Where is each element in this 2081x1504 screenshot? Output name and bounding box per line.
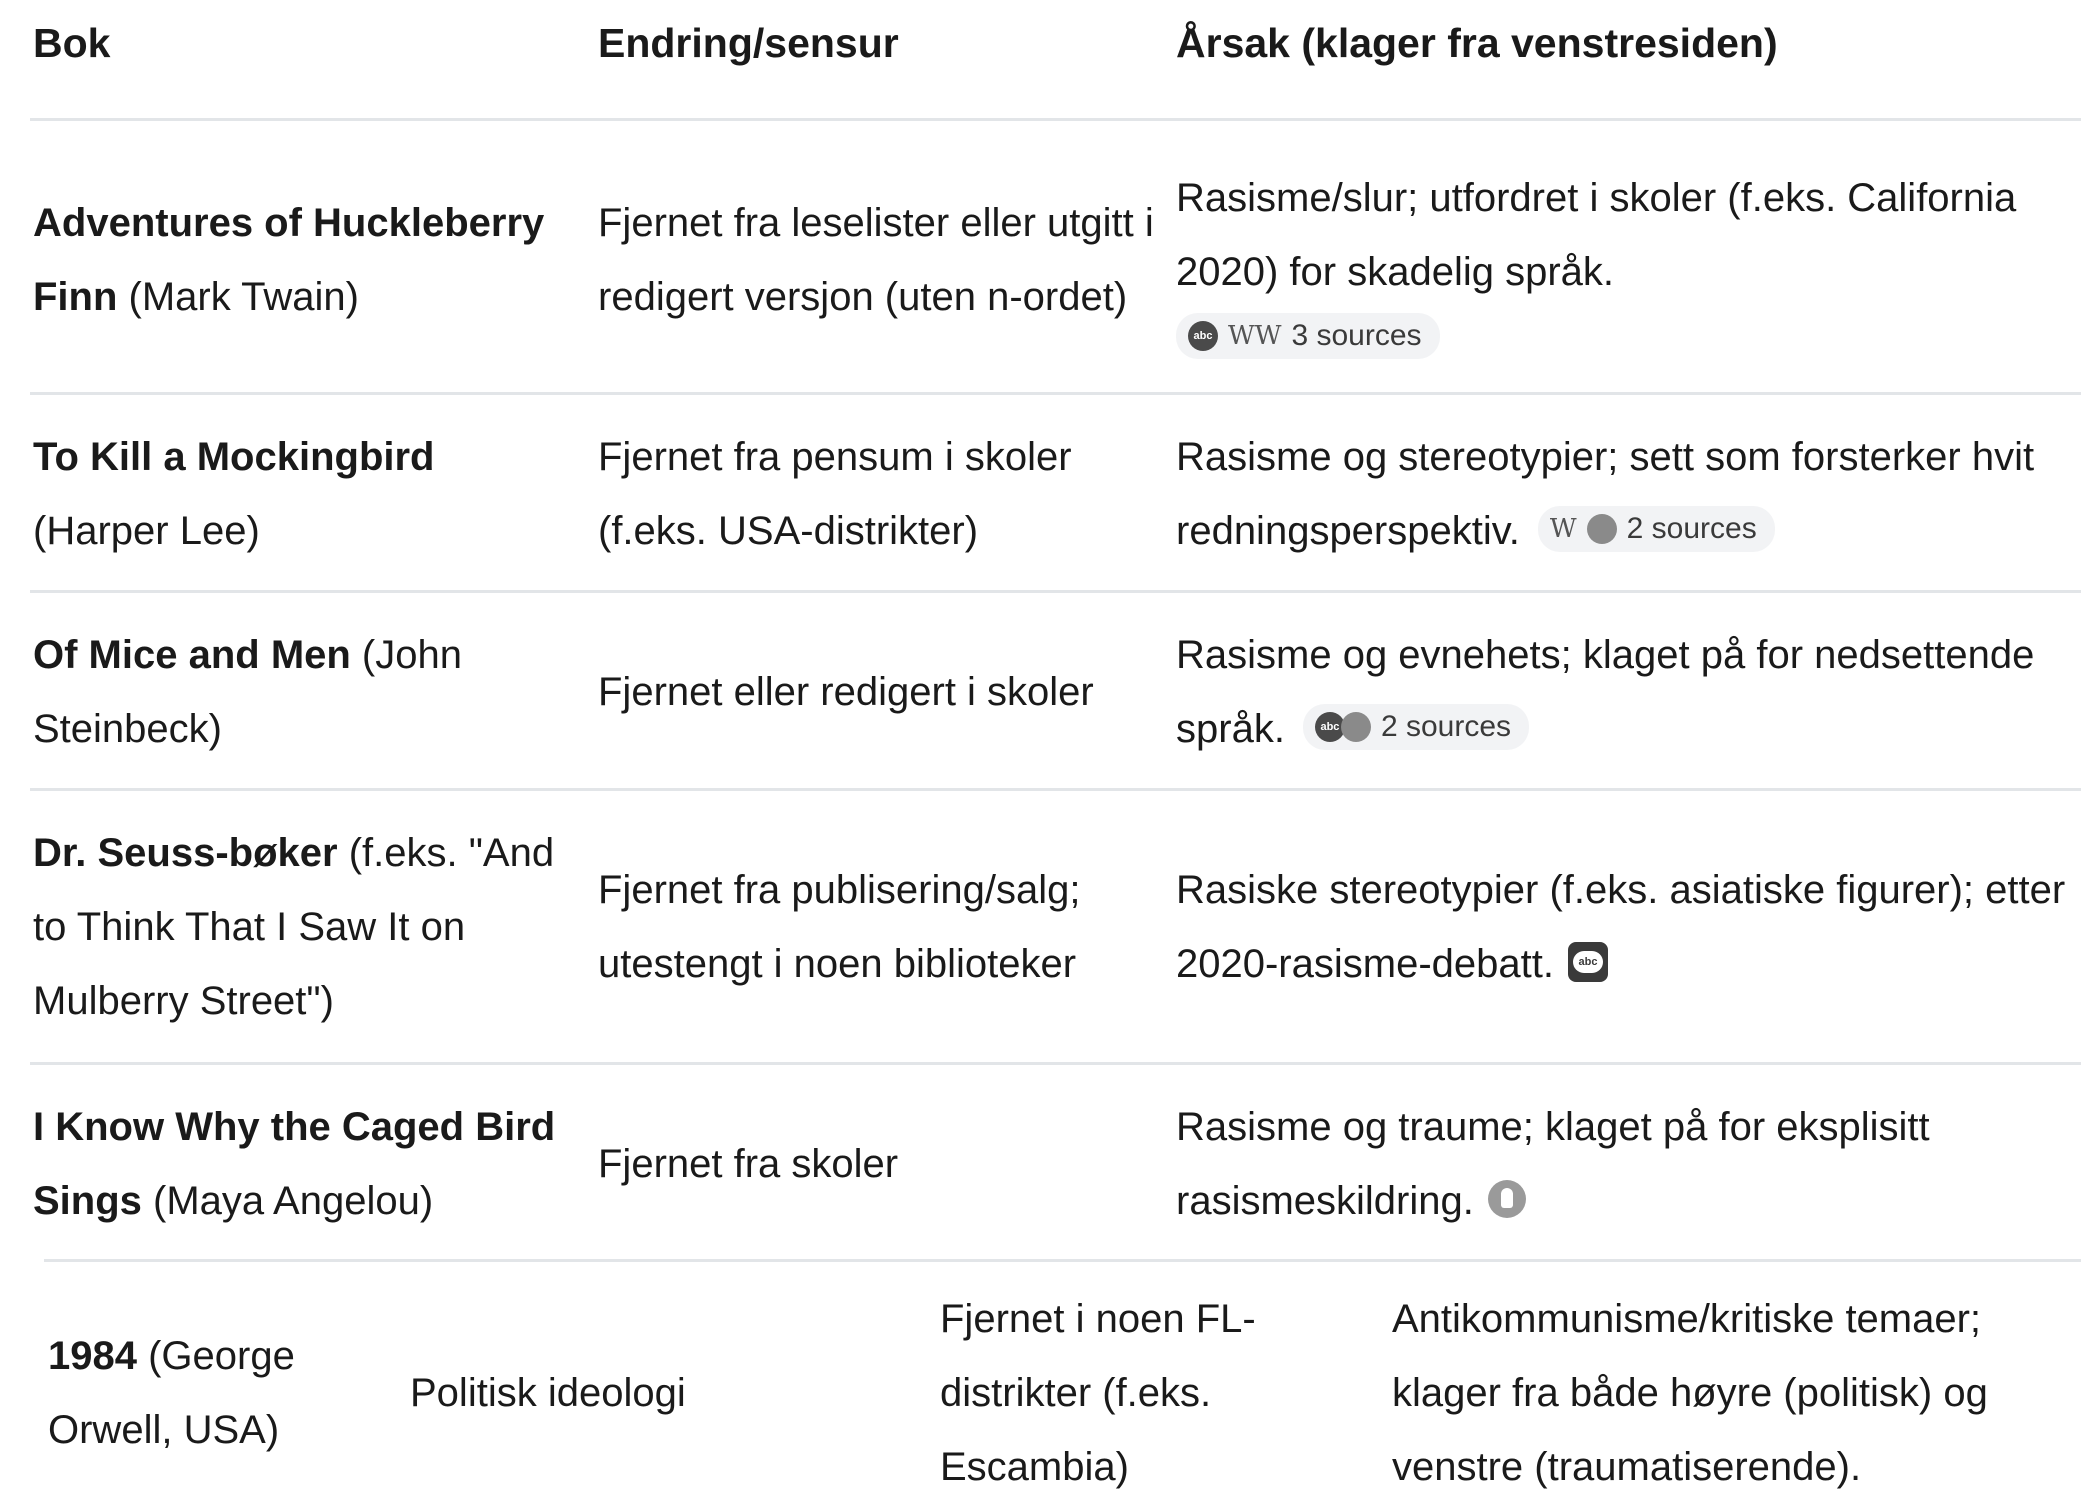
reason-cell [1176, 416, 2081, 572]
change-cell: Fjernet fra pensum i skoler (f.eks. USA-distrikter) [598, 435, 1072, 553]
sources-chip[interactable] [1176, 313, 1440, 359]
category-cell: Politisk ideologi [410, 1370, 686, 1415]
reason-text: Rasisme/slur; utfordret i skoler (f.eks. California 2020) for skadelig språk. [1176, 175, 2017, 294]
abc-logo-icon: abc [1315, 712, 1345, 742]
abc-logo-icon: abc [1188, 321, 1218, 351]
reason-cell [1176, 614, 2081, 770]
abc-source-icon[interactable]: abc [1568, 942, 1608, 982]
reason-cell [1176, 812, 2081, 1042]
table-row [30, 614, 2081, 770]
reason-text: Rasiske stereotypier (f.eks. asiatiske figurer); etter 2020-rasisme-debatt. [1176, 868, 2066, 986]
book-cell [33, 614, 593, 770]
book-author: (Maya Angelou) [141, 1179, 434, 1223]
reason-cell [1176, 1086, 2081, 1242]
divider [30, 118, 2081, 121]
pin-source-icon[interactable] [1488, 1180, 1526, 1218]
change-cell: Fjernet fra leselister eller utgitt i redigert versjon (uten n-ordet) [598, 201, 1154, 319]
book-cell [33, 812, 593, 1042]
sources-count: 2 sources [1626, 512, 1757, 546]
change-cell: Fjernet i noen FL-distrikter (f.eks. Escambia) [940, 1296, 1256, 1489]
header-book: Bok [33, 20, 111, 66]
book-author: (George Orwell, USA) [48, 1333, 295, 1452]
reason-cell [1176, 140, 2081, 380]
change-cell: Fjernet eller redigert i skoler [598, 670, 1094, 714]
divider [30, 590, 2081, 593]
book-title: Dr. Seuss-bøker [33, 831, 338, 875]
sources-chip[interactable] [1303, 704, 1529, 750]
table-row [30, 140, 2081, 380]
pin-logo-icon [1587, 514, 1617, 544]
divider [30, 392, 2081, 395]
header-change: Endring/sensur [598, 20, 899, 66]
book-author: (Mark Twain) [117, 275, 359, 319]
header-reason: Årsak (klager fra venstresiden) [1176, 20, 1778, 66]
sources-count: 3 sources [1291, 319, 1422, 353]
book-author: (f.eks. "And to Think That I Saw It on Mulberry Street") [33, 831, 555, 1023]
sources-chip[interactable] [1538, 506, 1775, 552]
book-title: Of Mice and Men [33, 633, 351, 677]
divider [44, 1259, 2081, 1262]
divider [30, 788, 2081, 791]
book-cell [33, 416, 593, 572]
book-title: 1984 [48, 1333, 137, 1378]
table-header [30, 8, 2081, 78]
ww-logo-icon: WW [1228, 321, 1282, 352]
book-title: I Know Why the Caged Bird Sings [33, 1105, 556, 1223]
w-logo-icon: W [1549, 514, 1577, 545]
book-title: Adventures of Huckleberry Finn [33, 201, 545, 319]
divider [30, 1062, 2081, 1065]
reason-text: Rasisme og evnehets; klaget på for nedsettende språk. [1176, 633, 2035, 751]
table-row [30, 416, 2081, 572]
reason-text: Rasisme og traume; klaget på for eksplisitt rasismeskildring. [1176, 1105, 1930, 1223]
reason-cell: Antikommunisme/kritiske temaer; klager fra både høyre (politisk) og venstre (traumatiserende). [1392, 1296, 1988, 1489]
change-cell: Fjernet fra publisering/salg; utestengt i noen biblioteker [598, 868, 1081, 986]
table-row [30, 1290, 2081, 1495]
book-cell [48, 1290, 378, 1495]
reason-text: Rasisme og stereotypier; sett som forsterker hvit redningsperspektiv. [1176, 435, 2035, 553]
book-author: (Harper Lee) [33, 509, 260, 553]
book-author: (John Steinbeck) [33, 633, 462, 751]
book-cell [33, 1086, 593, 1242]
change-cell: Fjernet fra skoler [598, 1142, 899, 1186]
pin-logo-icon [1341, 712, 1371, 742]
book-cell [33, 140, 593, 380]
table-row [30, 1086, 2081, 1242]
sources-count: 2 sources [1380, 710, 1512, 744]
table-row [30, 812, 2081, 1042]
book-title: To Kill a Mockingbird [33, 435, 435, 479]
